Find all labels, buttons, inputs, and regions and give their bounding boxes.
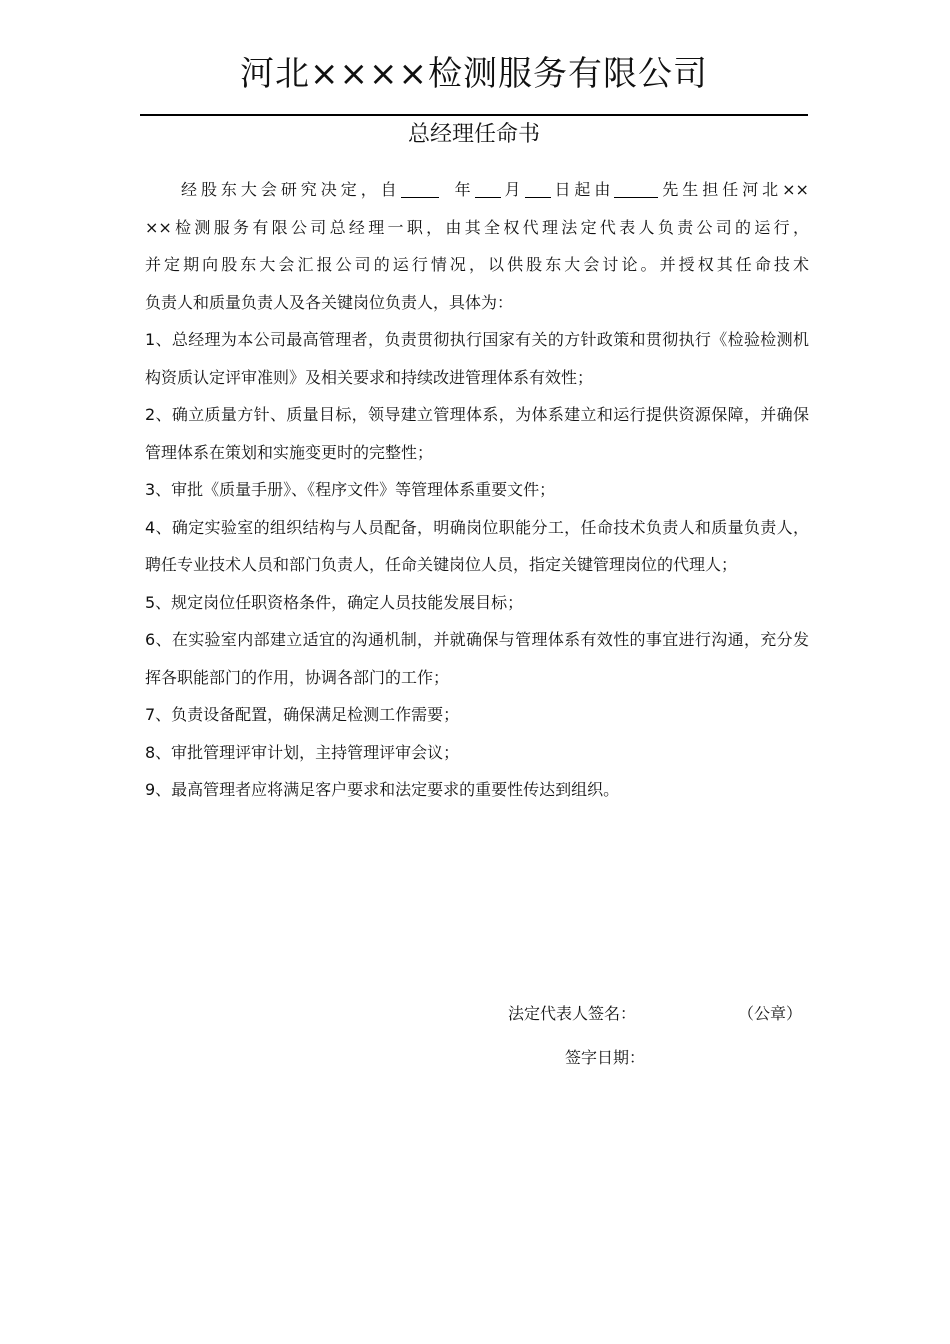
year-blank (401, 179, 439, 198)
responsibility-item-7: 7、负责设备配置，确保满足检测工作需要； (145, 705, 460, 724)
month-suffix: 月 (500, 180, 525, 199)
signature-date-label: 签字日期： (565, 1048, 646, 1067)
month-blank (475, 179, 501, 198)
responsibility-item-6: 6、在实验室内部建立适宜的沟通机制，并就确保与管理体系有效性的事宜进行沟通，充分发挥各职能部门的作用，协调各部门的工作； (145, 630, 809, 687)
intro-line-3: 并定期向股东大会汇报公司的运行情况，以供股东大会讨论。并授权其任命技术 (145, 255, 809, 274)
company-seal-label: （公章） (738, 1004, 803, 1023)
intro-text-end: 先生担任河北×× (658, 180, 809, 199)
intro-line-4: 负责人和质量负责人及各关键岗位负责人，具体为： (145, 292, 514, 312)
intro-line-2: ××检测服务有限公司总经理一职，由其全权代理法定代表人负责公司的运行， (145, 217, 809, 237)
title-divider (140, 114, 808, 116)
responsibility-item-8: 8、审批管理评审计划，主持管理评审会议； (145, 742, 460, 762)
intro-line-1 (145, 171, 809, 209)
day-suffix: 日起由 (550, 180, 615, 199)
document-body (145, 171, 809, 809)
signature-row (508, 1000, 808, 1028)
representative-signature-label: 法定代表人签名： (508, 1004, 637, 1023)
intro-text-start: 经股东大会研究决定，自 (181, 180, 401, 199)
year-suffix: 年 (450, 180, 475, 199)
responsibility-item-5: 5、规定岗位任职资格条件，确定人员技能发展目标； (145, 592, 524, 612)
responsibility-item-9: 9、最高管理者应将满足客户要求和法定要求的重要性传达到组织。 (145, 780, 620, 799)
document-title: 总经理任命书 (407, 122, 540, 147)
responsibility-item-1: 1、总经理为本公司最高管理者，负责贯彻执行国家有关的方针政策和贯彻执行《检验检测机构资质认定评审准则》及相关要求和持续改进管理体系有效性； (145, 330, 809, 387)
responsibility-item-2: 2、确立质量方针、质量目标，领导建立管理体系，为体系建立和运行提供资源保障，并确保管理体系在策划和实施变更时的完整性； (145, 405, 809, 462)
responsibility-item-3: 3、审批《质量手册》、《程序文件》等管理体系重要文件； (145, 480, 556, 499)
signature-block (508, 1000, 808, 1067)
company-title: 河北××××检测服务有限公司 (240, 54, 708, 94)
responsibility-item-4: 4、确定实验室的组织结构与人员配备，明确岗位职能分工，任命技术负责人和质量负责人，聘任专业技术人员和部门负责人，任命关键岗位人员，指定关键管理岗位的代理人； (145, 517, 809, 574)
appointee-name-blank (614, 179, 658, 198)
day-blank (525, 179, 551, 198)
